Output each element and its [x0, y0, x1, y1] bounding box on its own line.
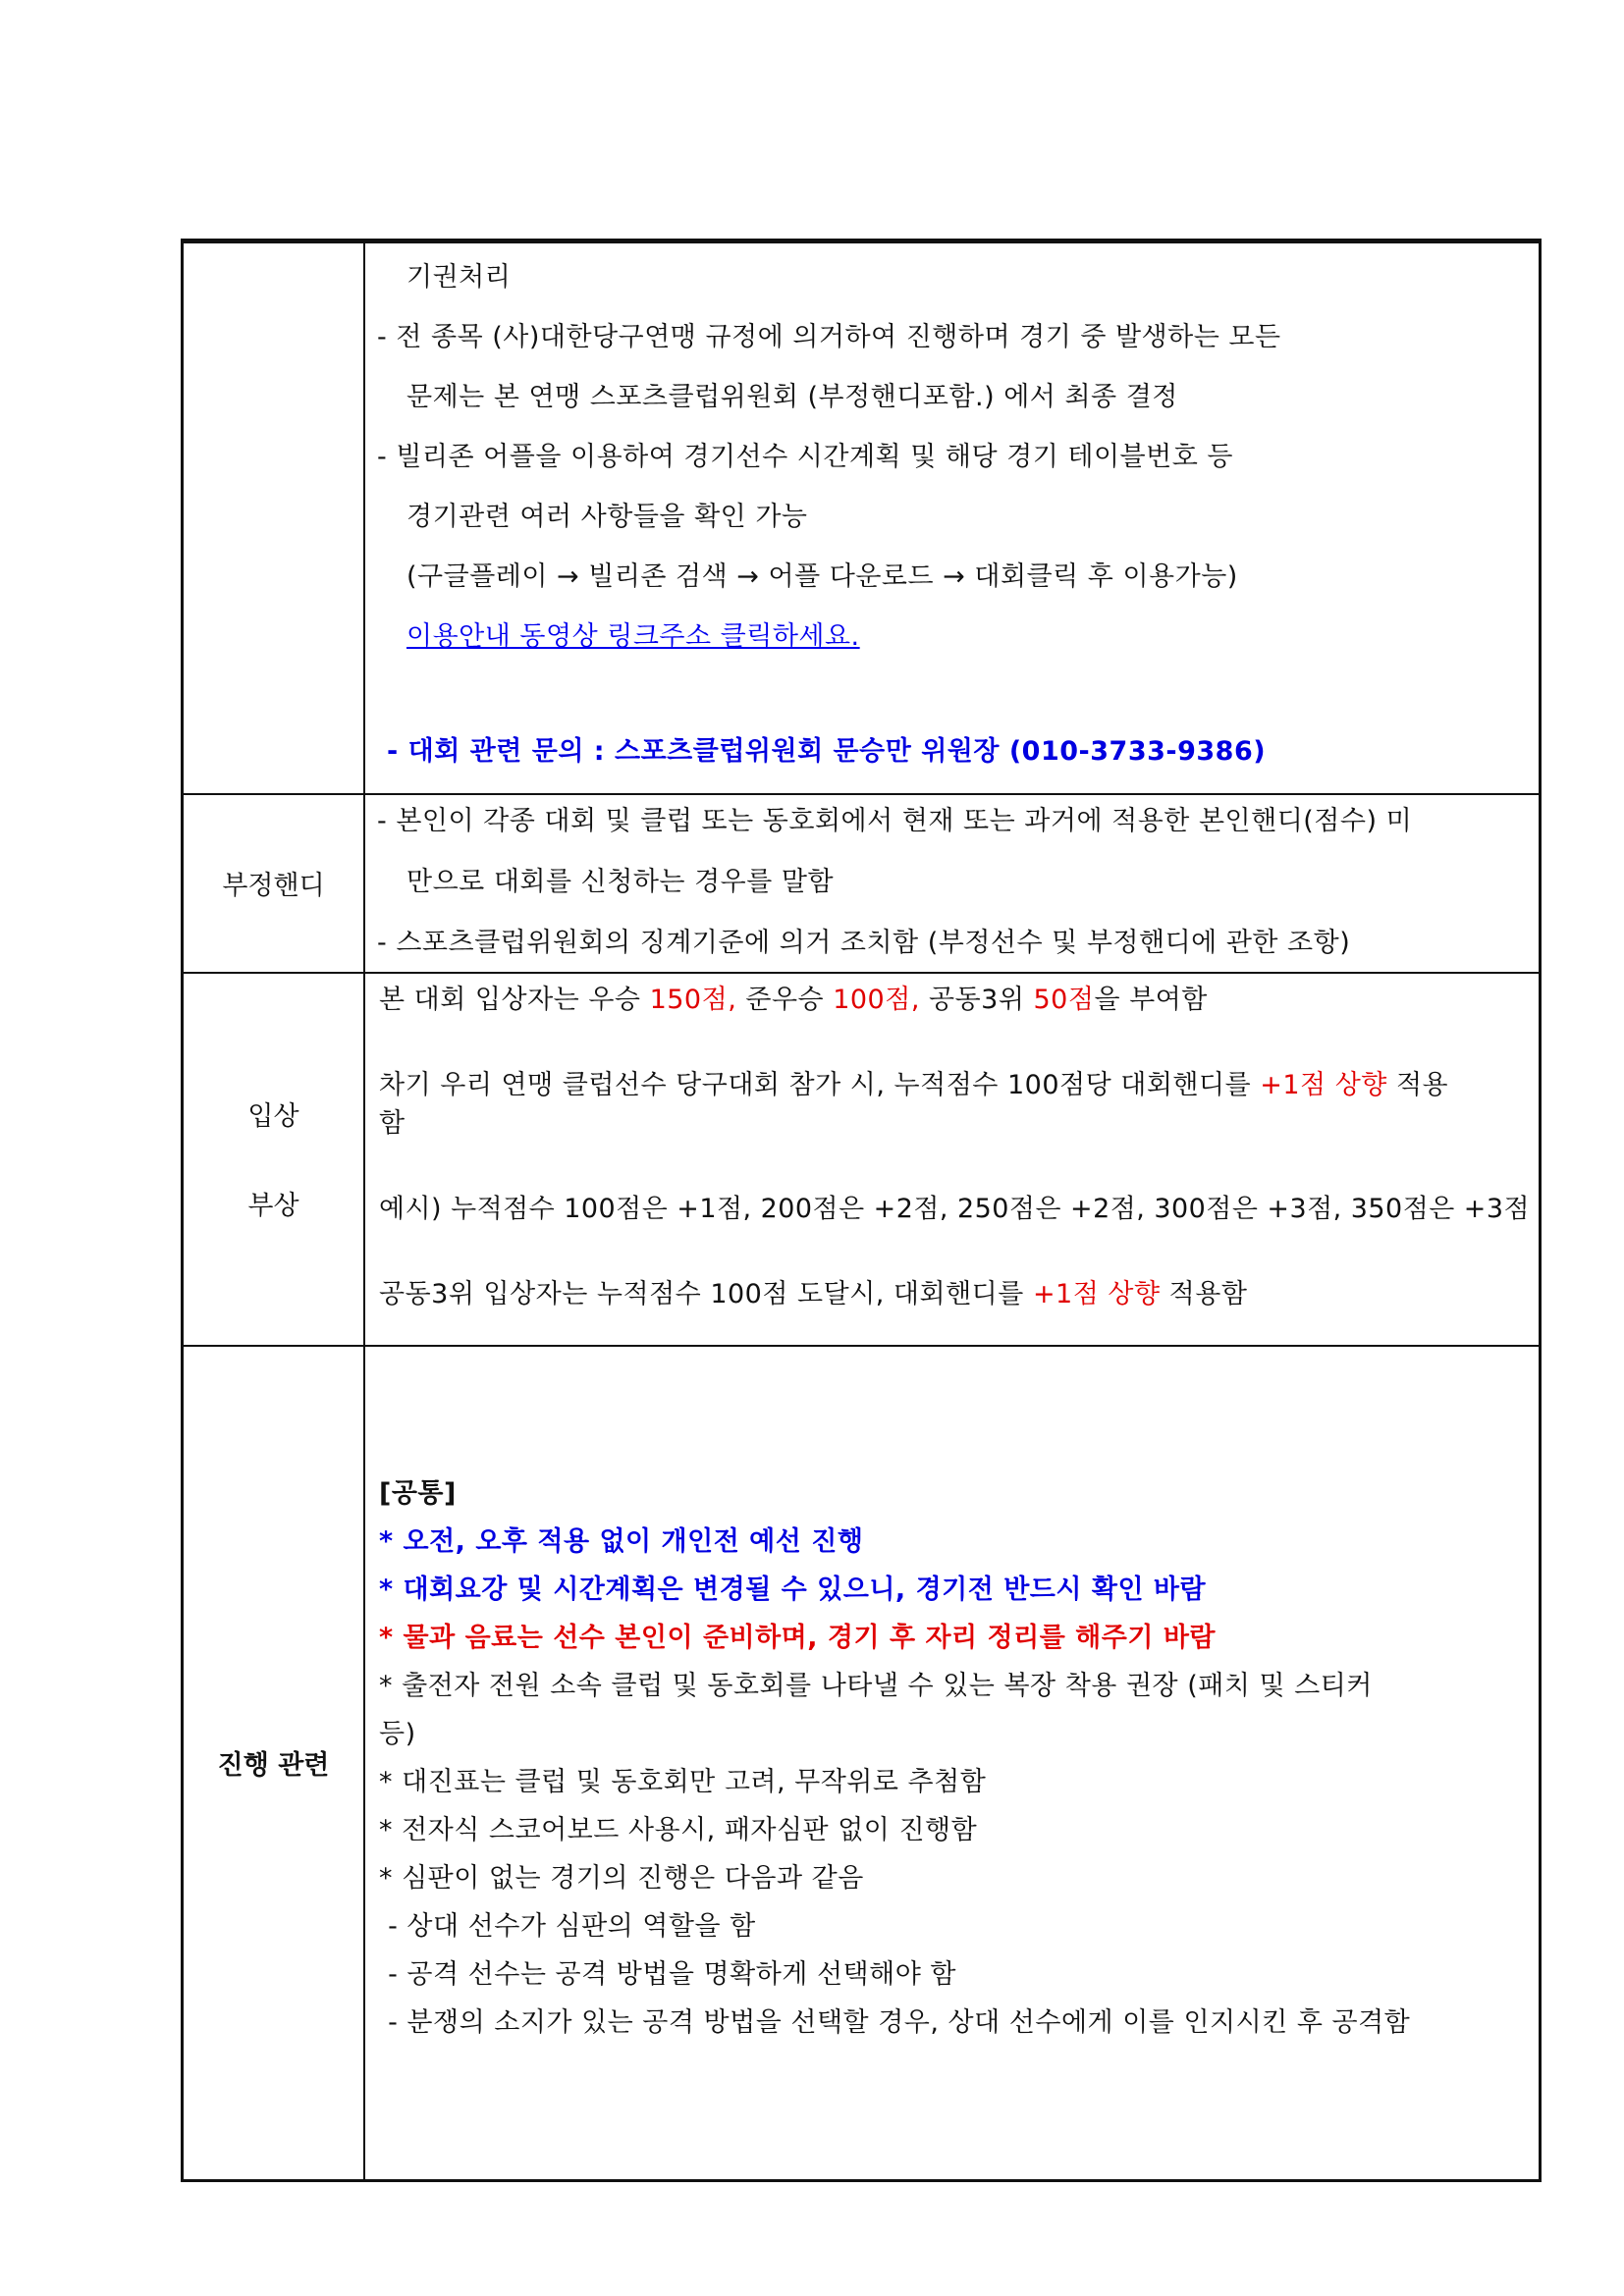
notice-red: * 물과 음료는 선수 본인이 준비하며, 경기 후 자리 정리를 해주기 바람 [379, 1623, 1216, 1653]
points-first: 150점, [649, 985, 737, 1015]
text-span: 공동3위 입상자는 누적점수 100점 도달시, 대회핸디를 [379, 1279, 1033, 1309]
text-line: 기권처리 [406, 262, 512, 293]
row-label-awards [184, 972, 365, 1345]
text-span: 준우승 [736, 985, 834, 1015]
text-line: 문제는 본 연맹 스포츠클럽위원회 (부정핸디포함.) 에서 최종 결정 [406, 382, 1178, 412]
text-span: 차기 우리 연맹 클럽선수 당구대회 참가 시, 누적점수 100점당 대회핸디를 [379, 1070, 1261, 1100]
handicap-increase: +1점 상향 [1260, 1070, 1387, 1100]
row-content-progress [365, 1345, 1539, 2179]
text-line: - 공격 선수는 공격 방법을 명확하게 선택해야 함 [379, 1959, 956, 1990]
table-row-progress [184, 1345, 1539, 2179]
section-heading: [공통] [379, 1478, 457, 1509]
handicap-increase: +1점 상향 [1032, 1279, 1161, 1309]
text-line: * 심판이 없는 경기의 진행은 다음과 같음 [379, 1863, 864, 1894]
text-line: 경기관련 여러 사항들을 확인 가능 [406, 502, 808, 532]
third-place-rule-line [379, 1278, 1247, 1311]
text-span: 본 대회 입상자는 우승 [379, 985, 650, 1015]
text-span: 적용 [1386, 1070, 1449, 1100]
points-third: 50점 [1033, 985, 1095, 1015]
text-line: * 전자식 스코어보드 사용시, 패자심판 없이 진행함 [379, 1815, 978, 1845]
row-content-fake-handicap [365, 793, 1539, 972]
text-line: (구글플레이 → 빌리존 검색 → 어플 다운로드 → 대회클릭 후 이용가능) [406, 561, 1238, 592]
text-line: - 스포츠클럽위원회의 징계기준에 의거 조치함 (부정선수 및 부정핸디에 관한 조항) [377, 928, 1351, 958]
text-line: * 출전자 전원 소속 클럽 및 동호회를 나타낼 수 있는 복장 착용 권장 (패치 및 스티커 [379, 1671, 1373, 1701]
text-line: - 전 종목 (사)대한당구연맹 규정에 의거하여 진행하며 경기 중 발생하는 모든 [377, 322, 1281, 352]
handicap-rule-line [379, 1069, 1448, 1102]
row-content-general [365, 243, 1539, 793]
notice-blue: * 대회요강 및 시간계획은 변경될 수 있으니, 경기전 반드시 확인 바람 [379, 1575, 1207, 1605]
table-row-fake-handicap [184, 793, 1539, 974]
video-guide-link[interactable]: 이용안내 동영상 링크주소 클릭하세요. [406, 621, 860, 652]
label-line: 부상 [247, 1191, 299, 1221]
inquiry-contact: - 대회 관련 문의 : 스포츠클럽위원회 문승만 위원장 (010-3733-9386) [387, 736, 1267, 767]
notice-blue: * 오전, 오후 적용 없이 개인전 예선 진행 [379, 1526, 864, 1557]
text-line: - 분쟁의 소지가 있는 공격 방법을 선택할 경우, 상대 선수에게 이를 인지시킨 후 공격함 [379, 2007, 1411, 2038]
row-content-awards [365, 972, 1539, 1345]
example-line: 예시) 누적점수 100점은 +1점, 200점은 +2점, 250점은 +2점, 300점은 +3점, 350점은 +3점 [379, 1194, 1531, 1224]
text-line: - 빌리존 어플을 이용하여 경기선수 시간계획 및 해당 경기 테이블번호 등 [377, 442, 1233, 472]
row-label-fake-handicap: 부정핸디 [184, 793, 365, 972]
row-label-empty [184, 243, 365, 793]
table-row-awards [184, 972, 1539, 1347]
text-line: 함 [379, 1108, 406, 1139]
text-line: - 본인이 각종 대회 및 클럽 또는 동호회에서 현재 또는 과거에 적용한 본인핸디(점수) 미 [377, 806, 1413, 836]
text-line: 등) [379, 1719, 416, 1749]
row-label-progress: 진행 관련 [184, 1345, 365, 2179]
text-line: * 대진표는 클럽 및 동호회만 고려, 무작위로 추첨함 [379, 1767, 987, 1797]
label-line: 입상 [247, 1101, 299, 1132]
text-span: 적용함 [1160, 1279, 1248, 1309]
text-span: 을 부여함 [1094, 985, 1208, 1015]
rules-table [181, 239, 1542, 2182]
points-second: 100점, [833, 985, 920, 1015]
text-span: 공동3위 [919, 985, 1034, 1015]
awards-points-line [379, 984, 1208, 1017]
table-row-general [184, 243, 1539, 795]
text-line: - 상대 선수가 심판의 역할을 함 [379, 1911, 756, 1942]
text-line: 만으로 대회를 신청하는 경우를 말함 [406, 867, 835, 897]
